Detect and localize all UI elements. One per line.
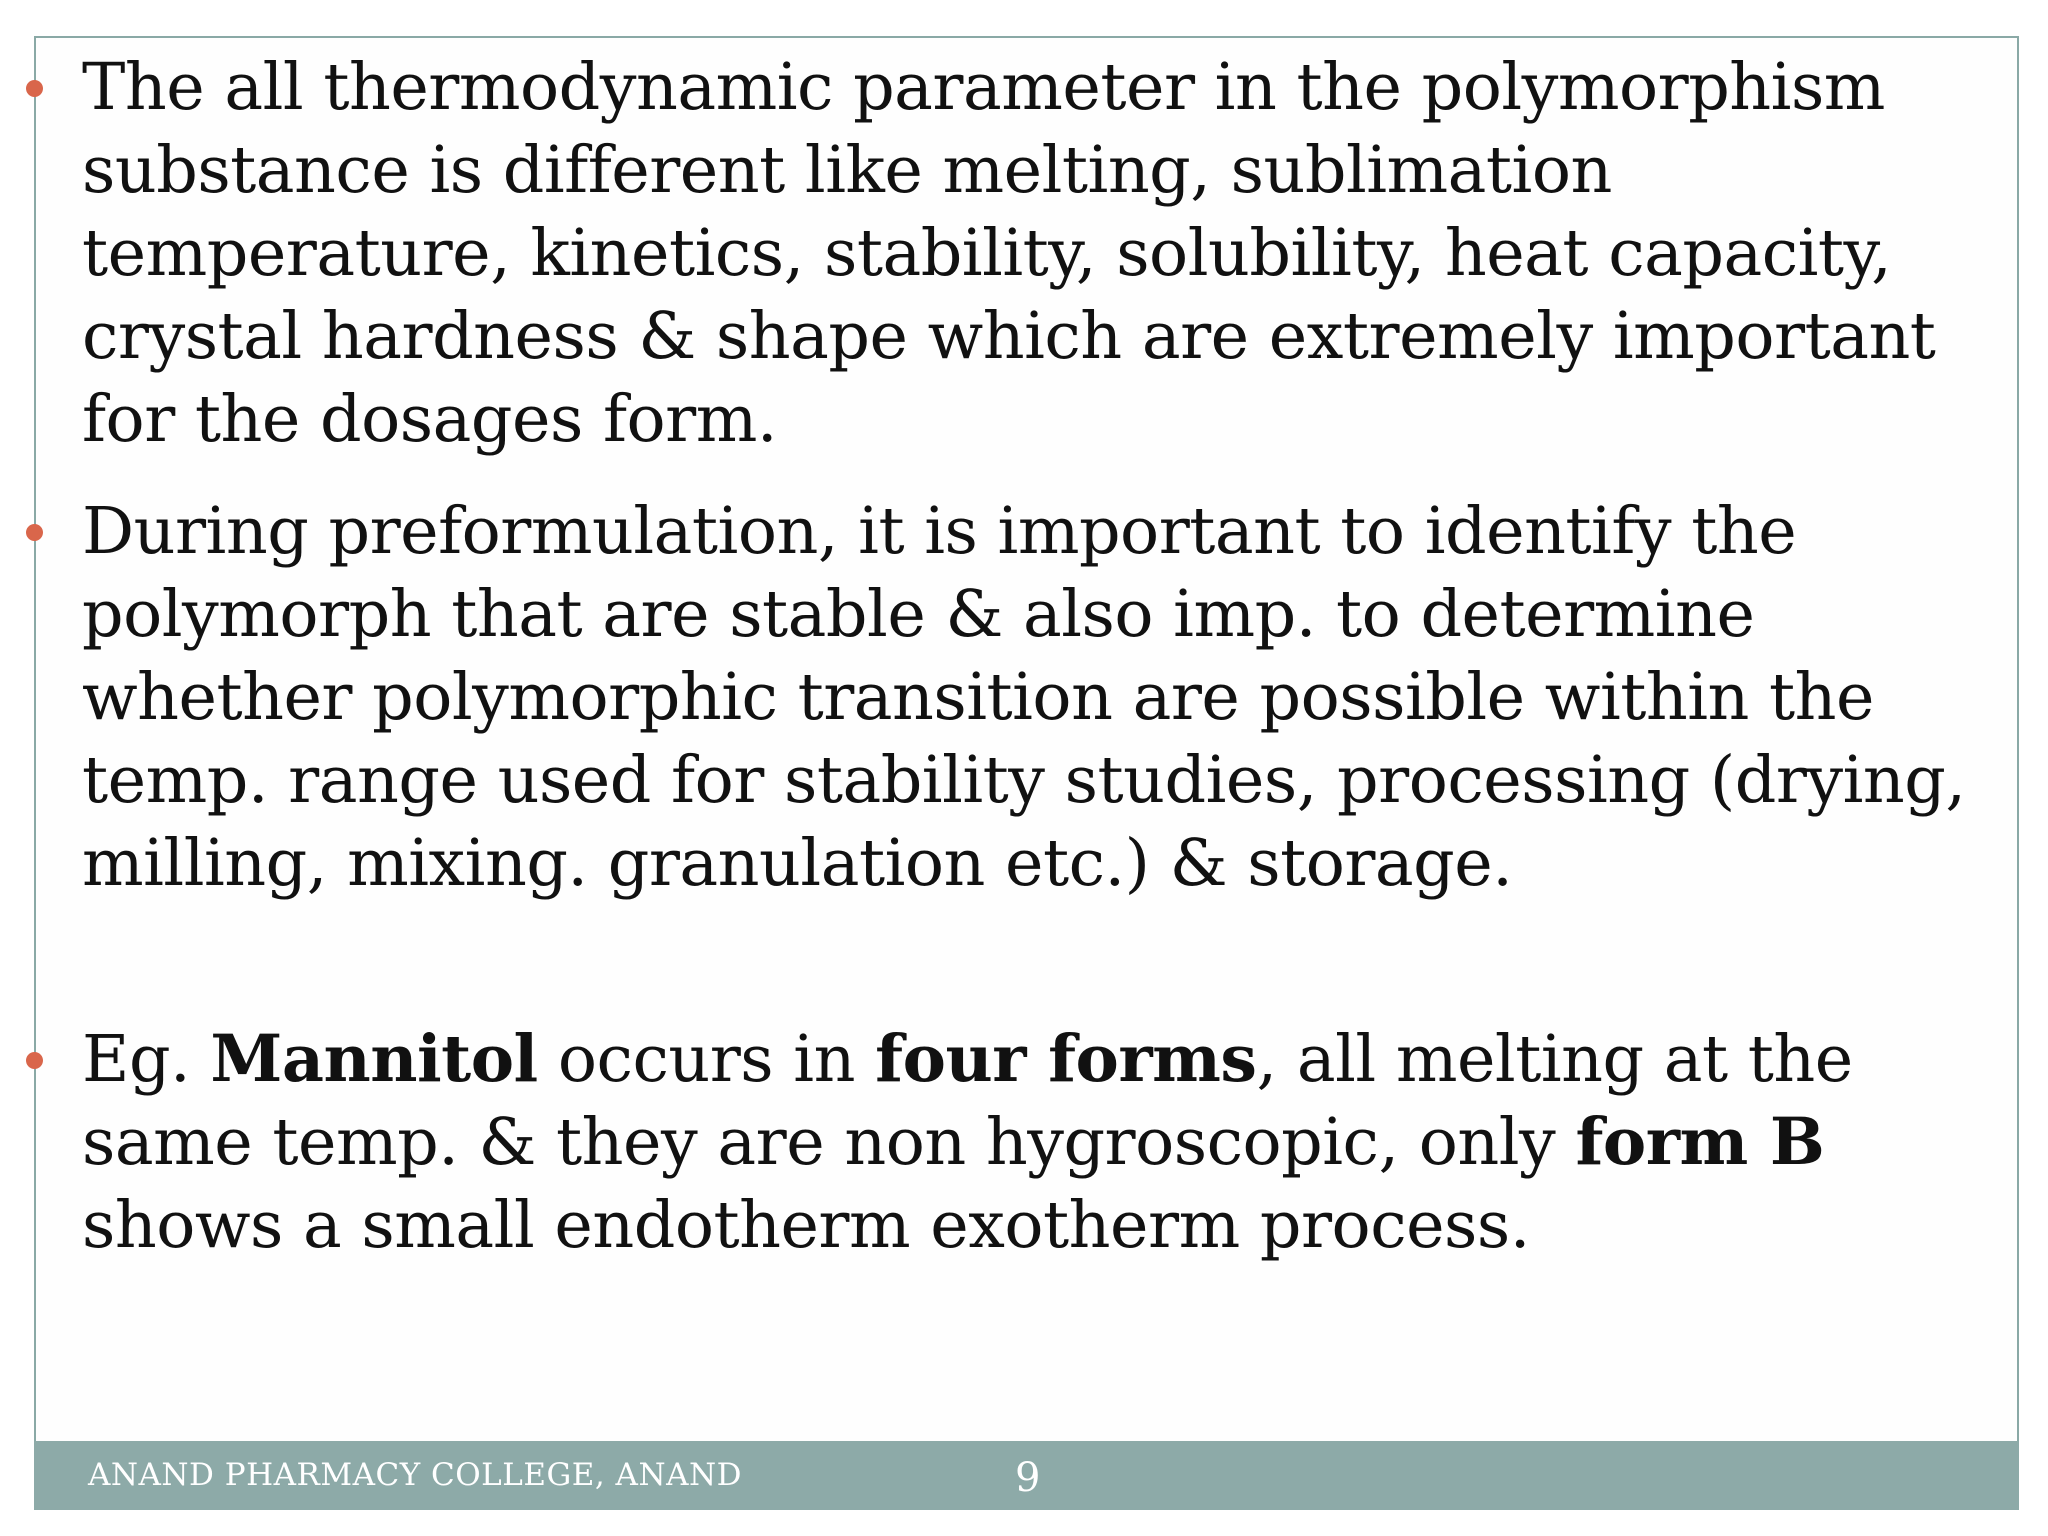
bullet-bold-term: four forms bbox=[875, 1021, 1257, 1097]
bullet-text: During preformulation, it is important to identify the polymorph that are stable & also imp. to determine whether polymorphic transition are possible within the temp. range used for stability studies, processing (drying, milling, mixing. granulation etc.) & storage. bbox=[82, 494, 1966, 901]
bullet-item-preformulation bbox=[82, 490, 2022, 905]
bullet-text-segment: shows a small endotherm exotherm process. bbox=[82, 1188, 1530, 1263]
bullet-text-segment: occurs in bbox=[537, 1022, 876, 1097]
bullet-text-segment: Eg. bbox=[82, 1022, 211, 1097]
bullet-text: The all thermodynamic parameter in the polymorphism substance is different like melting, sublimation temperature, kinetics, stability, solubility, heat capacity, crystal hardness & shape which are extremely important for the dosages form. bbox=[82, 50, 1936, 457]
bullet-bold-term: Mannitol bbox=[210, 1021, 538, 1097]
bullet-dot-icon bbox=[26, 80, 43, 97]
bullet-item-mannitol-example bbox=[82, 1018, 2022, 1267]
bullet-item-thermodynamic-parameters bbox=[82, 46, 2022, 461]
page-number: 9 bbox=[1015, 1455, 1041, 1501]
bullet-dot-icon bbox=[26, 1052, 43, 1069]
bullet-dot-icon bbox=[26, 524, 43, 541]
footer-institution: ANAND PHARMACY COLLEGE, ANAND bbox=[88, 1457, 742, 1493]
slide-footer bbox=[34, 1441, 2019, 1510]
bullet-bold-term: form B bbox=[1575, 1104, 1825, 1180]
bullet-text-segment: , all melting at the same temp. & they are non hygroscopic, only bbox=[82, 1022, 1853, 1180]
